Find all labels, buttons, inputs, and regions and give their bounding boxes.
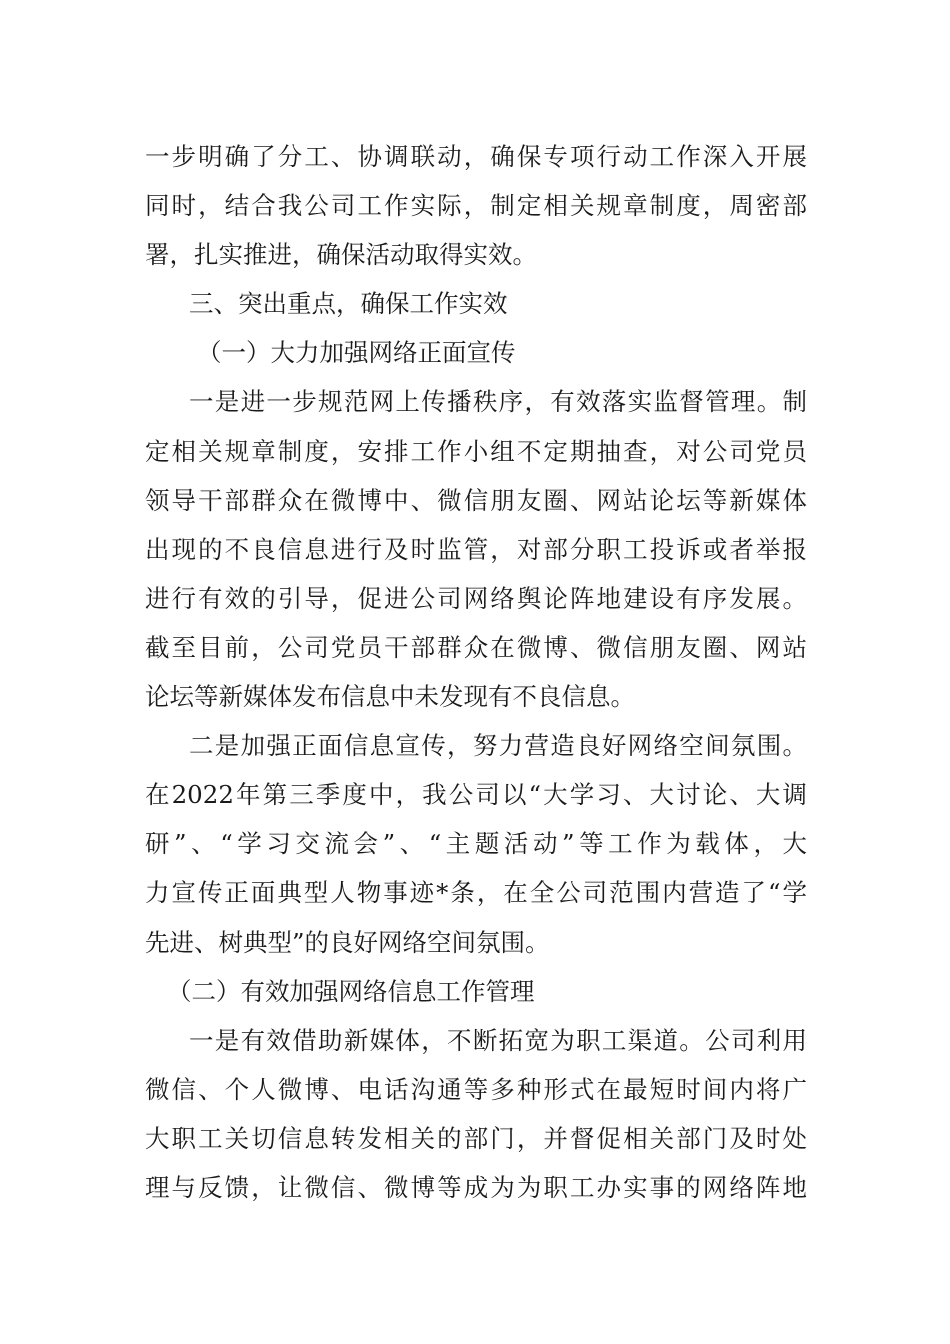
paragraph-line: 研”、“学习交流会”、“主题活动”等工作为载体，大	[145, 829, 807, 859]
paragraph-line: 一是进一步规范网上传播秩序，有效落实监督管理。制	[189, 387, 807, 417]
paragraph-line: 微信、个人微博、电话沟通等多种形式在最短时间内将广	[145, 1074, 807, 1104]
paragraph-line: 论坛等新媒体发布信息中未发现有不良信息。	[145, 682, 635, 712]
paragraph-line: 二是加强正面信息宣传，努力营造良好网络空间氛围。	[189, 731, 807, 761]
paragraph-line: 进行有效的引导，促进公司网络舆论阵地建设有序发展。	[145, 583, 807, 613]
subsection-heading: （一）大力加强网络正面宣传	[197, 338, 516, 368]
paragraph-line: 定相关规章制度，安排工作小组不定期抽查，对公司党员	[145, 436, 807, 466]
paragraph-line: 一是有效借助新媒体，不断拓宽为职工渠道。公司利用	[189, 1025, 807, 1055]
paragraph-line: 在2022年第三季度中，我公司以“大学习、大讨论、大调	[145, 780, 807, 810]
paragraph-line: 先进、树典型”的良好网络空间氛围。	[145, 927, 550, 957]
paragraph-line: 领导干部群众在微博中、微信朋友圈、网站论坛等新媒体	[145, 485, 807, 515]
subsection-heading: （二）有效加强网络信息工作管理	[167, 976, 535, 1006]
paragraph-line: 理与反馈，让微信、微博等成为为职工办实事的网络阵地	[145, 1172, 807, 1202]
paragraph-line: 署，扎实推进，确保活动取得实效。	[145, 240, 537, 270]
paragraph-line: 力宣传正面典型人物事迹*条，在全公司范围内营造了“学	[145, 878, 807, 908]
paragraph-line: 截至目前，公司党员干部群众在微博、微信朋友圈、网站	[145, 632, 807, 662]
paragraph-line: 出现的不良信息进行及时监管，对部分职工投诉或者举报	[145, 534, 807, 564]
paragraph-line: 大职工关切信息转发相关的部门，并督促相关部门及时处	[145, 1123, 807, 1153]
section-heading: 三、突出重点，确保工作实效	[189, 289, 508, 319]
paragraph-line: 一步明确了分工、协调联动，确保专项行动工作深入开展	[145, 142, 807, 171]
paragraph-line: 同时，结合我公司工作实际，制定相关规章制度，周密部	[145, 191, 807, 221]
document-body	[145, 132, 807, 1212]
